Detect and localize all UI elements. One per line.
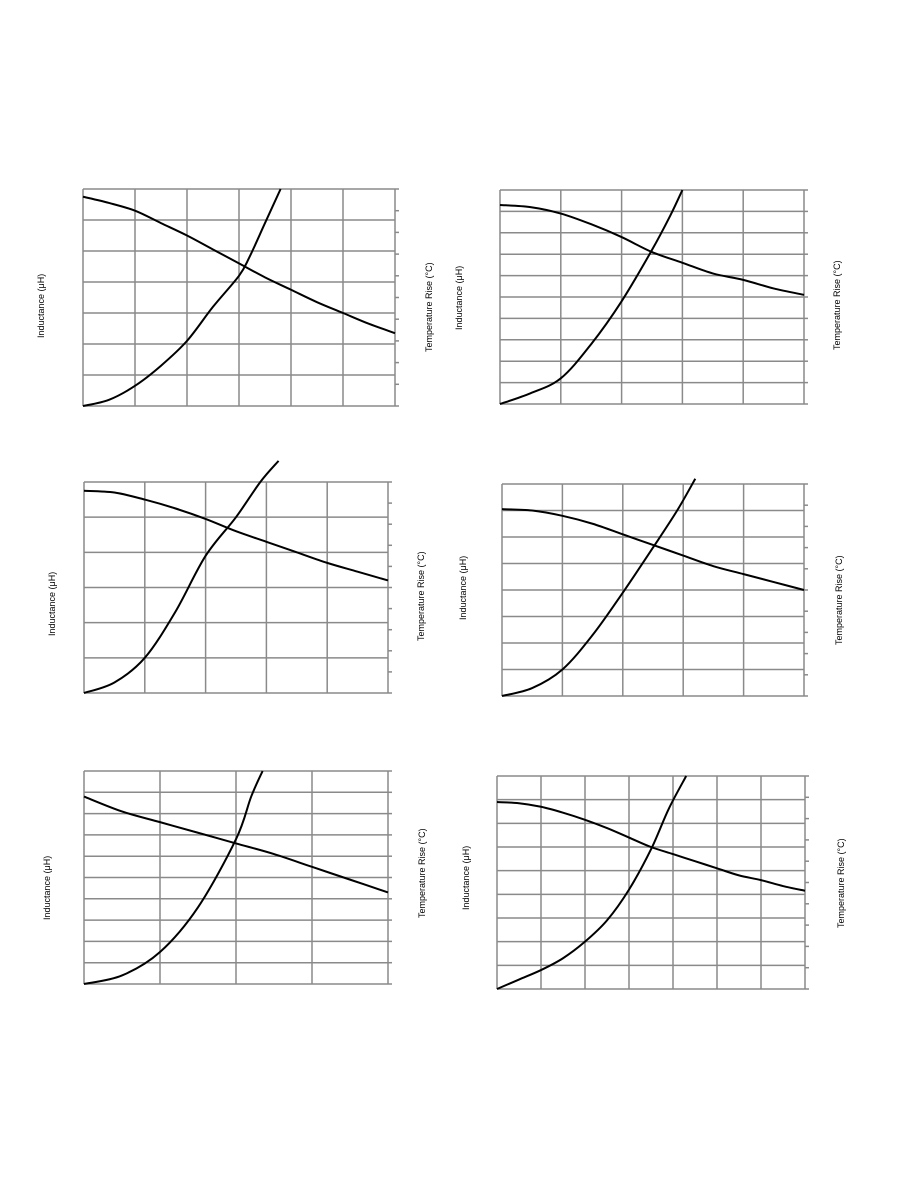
y-axis-label-inductance: Inductance (μH) (461, 845, 471, 910)
y-axis-label-inductance: Inductance (μH) (458, 555, 468, 620)
y2-axis-label-temperature-rise: Temperature Rise (°C) (834, 555, 844, 645)
y2-axis-label-temperature-rise: Temperature Rise (°C) (832, 260, 842, 350)
y-axis-label-inductance: Inductance (μH) (36, 273, 46, 338)
y2-axis-label-temperature-rise: Temperature Rise (°C) (416, 551, 426, 641)
y-axis-label-inductance: Inductance (μH) (42, 855, 52, 920)
y2-axis-label-temperature-rise: Temperature Rise (°C) (417, 828, 427, 918)
y-axis-label-inductance: Inductance (μH) (454, 265, 464, 330)
y2-axis-label-temperature-rise: Temperature Rise (°C) (424, 262, 434, 352)
temperature-rise-curve (497, 776, 686, 989)
y2-axis-label-temperature-rise: Temperature Rise (°C) (836, 838, 846, 928)
y-axis-label-inductance: Inductance (μH) (47, 571, 57, 636)
